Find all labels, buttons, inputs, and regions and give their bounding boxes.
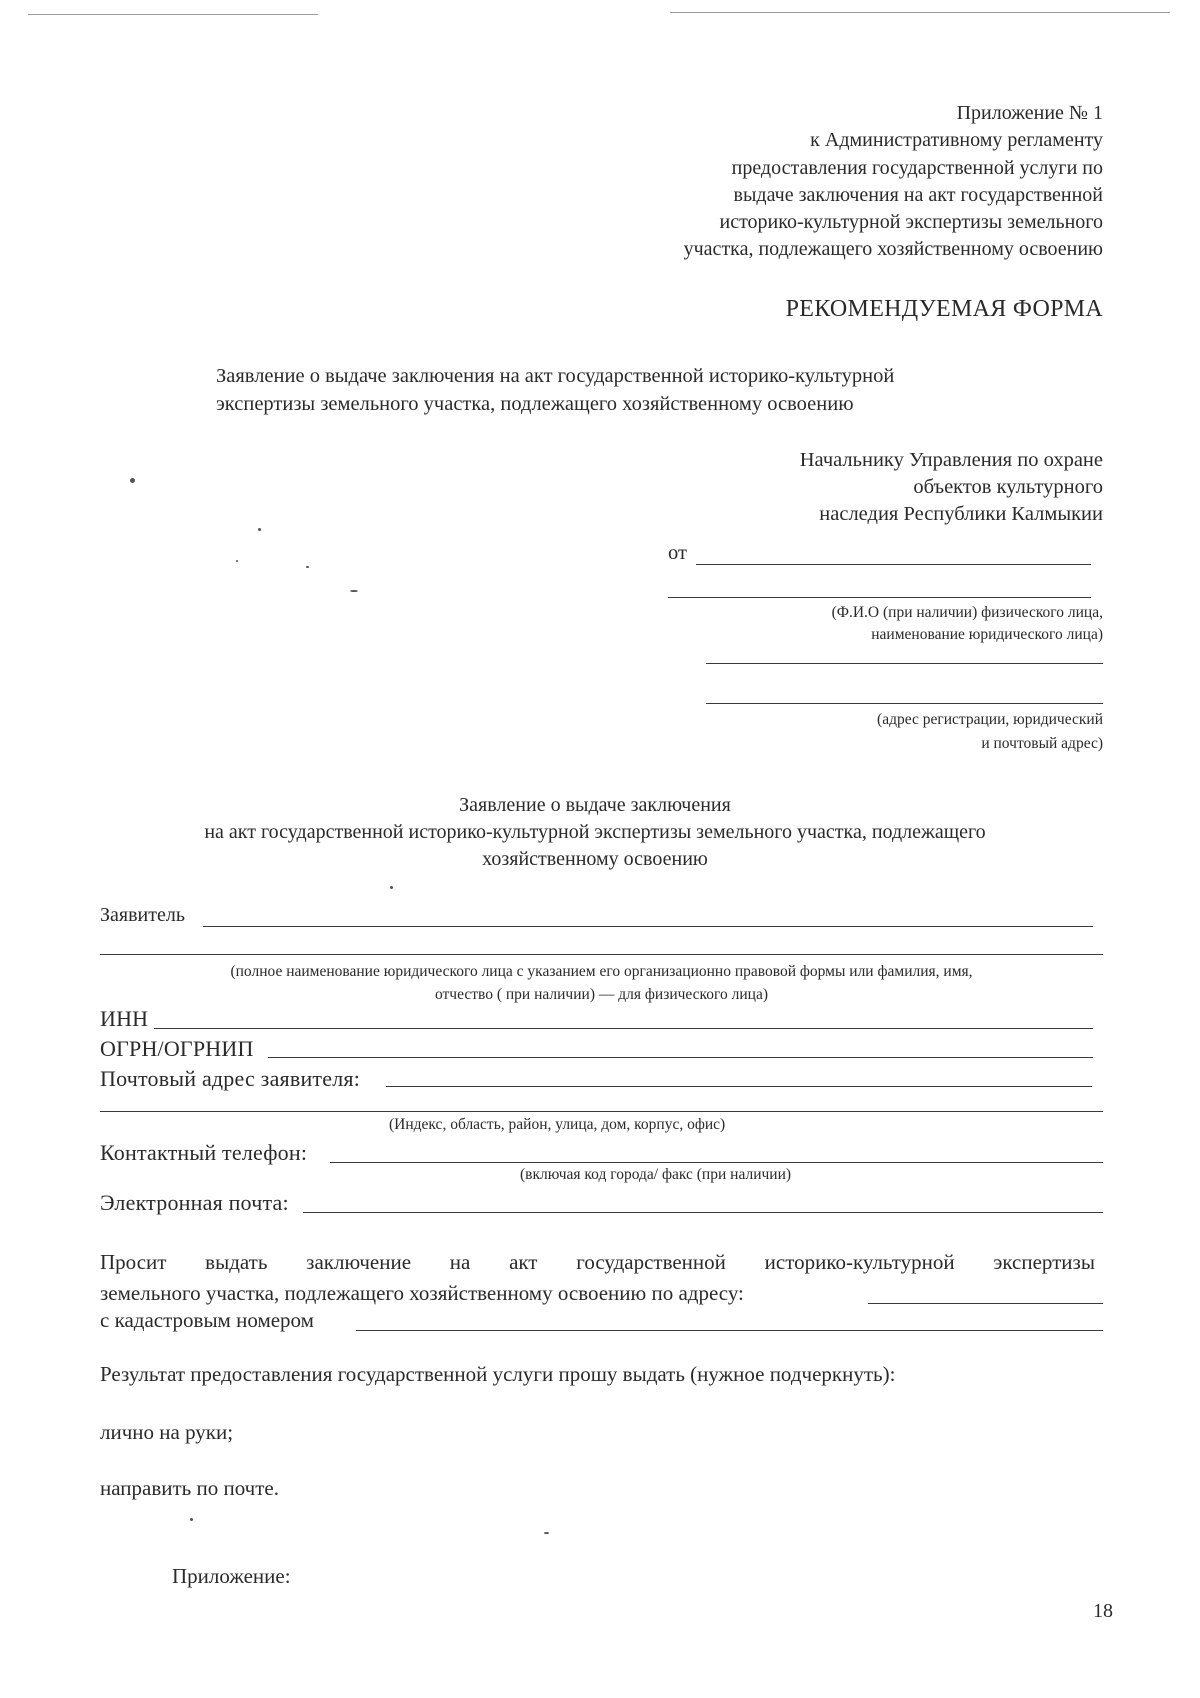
- request-line-1: [100, 1250, 1095, 1275]
- from-name-line[interactable]: [696, 564, 1091, 565]
- request-word: заключение: [306, 1250, 412, 1274]
- postal-address-hint: (Индекс, область, район, улица, дом, корпус, офис): [389, 1116, 726, 1133]
- from-label: от: [668, 542, 687, 564]
- from-name-line-2[interactable]: [668, 597, 1091, 598]
- applicant-label: Заявитель: [100, 904, 185, 926]
- ogrn-line[interactable]: [268, 1057, 1093, 1058]
- postal-address-line[interactable]: [386, 1086, 1092, 1087]
- addressee-line: объектов культурного: [913, 476, 1103, 498]
- address-hint: [877, 708, 1103, 756]
- request-word: историко-культурной: [764, 1250, 955, 1274]
- ogrn-label: ОГРН/ОГРНИП: [100, 1036, 254, 1061]
- result-instruction: Результат предоставления государственной услуги прошу выдать (нужное подчеркнуть):: [100, 1362, 896, 1386]
- annex-line: Приложение № 1: [956, 102, 1103, 124]
- address-hint-line: (адрес регистрации, юридический: [877, 711, 1103, 728]
- attachment-label: Приложение:: [172, 1564, 291, 1588]
- request-word: государственной: [576, 1250, 726, 1274]
- applicant-hint: [100, 960, 1103, 1006]
- email-line[interactable]: [303, 1212, 1103, 1213]
- request-word: Просит: [100, 1250, 167, 1274]
- annex-line: выдаче заключения на акт государственной: [733, 183, 1103, 206]
- addressee-line: Начальнику Управления по охране: [799, 449, 1103, 471]
- inn-line[interactable]: [154, 1028, 1093, 1029]
- annex-block: [543, 100, 1103, 264]
- application-title-line: хозяйственному освоению: [482, 848, 708, 870]
- intro-title-line: Заявление о выдаче заключения на акт государственной историко-культурной: [216, 365, 895, 387]
- applicant-hint-line: (полное наименование юридического лица с указанием его организационно правовой формы или фамилия, имя,: [230, 963, 973, 980]
- scan-speck: [350, 590, 358, 592]
- request-word: акт: [509, 1250, 538, 1274]
- name-hint-line: (Ф.И.О (при наличии) физического лица,: [831, 604, 1103, 621]
- request-line-3: с кадастровым номером: [100, 1308, 314, 1332]
- postal-address-line-2[interactable]: [100, 1111, 1103, 1112]
- applicant-hint-line: отчество ( при наличии) — для физического лица): [434, 986, 769, 1003]
- intro-title: [216, 362, 894, 418]
- annex-line: к Административному регламенту: [810, 129, 1103, 152]
- request-word: на: [449, 1250, 471, 1274]
- application-title-line: Заявление о выдаче заключения: [459, 794, 731, 816]
- inn-label: ИНН: [100, 1006, 149, 1031]
- name-hint: [832, 602, 1103, 646]
- scan-speck: [544, 1532, 549, 1534]
- scan-edge-left: [28, 14, 318, 15]
- result-option-by-mail[interactable]: направить по почте.: [100, 1476, 279, 1500]
- applicant-line-2[interactable]: [100, 954, 1103, 955]
- scan-speck: [258, 528, 261, 531]
- scan-speck: [236, 560, 238, 562]
- annex-line: предоставления государственной услуги по: [731, 156, 1103, 179]
- site-address-line[interactable]: [868, 1303, 1103, 1304]
- scan-edge-right: [670, 12, 1170, 13]
- email-label: Электронная почта:: [100, 1190, 289, 1215]
- addressee-line: наследия Республики Калмыкии: [819, 503, 1103, 525]
- address-line-2[interactable]: [706, 703, 1103, 704]
- phone-hint: (включая код города/ факс (при наличии): [520, 1166, 792, 1183]
- phone-label: Контактный телефон:: [100, 1140, 308, 1165]
- cadastral-number-line[interactable]: [356, 1330, 1103, 1331]
- scan-speck: [130, 478, 135, 483]
- request-line-2: земельного участка, подлежащего хозяйственному освоению по адресу:: [100, 1281, 744, 1305]
- applicant-line[interactable]: [203, 926, 1093, 927]
- intro-title-line: экспертизы земельного участка, подлежащего хозяйственному освоению: [216, 393, 854, 415]
- address-hint-line: и почтовый адрес): [981, 735, 1103, 752]
- annex-line: участка, подлежащего хозяйственному освоению: [683, 238, 1103, 261]
- application-title: [130, 792, 1060, 873]
- application-title-line: на акт государственной историко-культурной экспертизы земельного участка, подлежащего: [204, 821, 986, 843]
- request-word: экспертизы: [993, 1250, 1095, 1274]
- recommended-form-label: РЕКОМЕНДУЕМАЯ ФОРМА: [785, 296, 1103, 322]
- addressee-block: [683, 447, 1103, 528]
- scan-speck: [190, 1518, 193, 1521]
- request-word: выдать: [205, 1250, 268, 1274]
- annex-line: историко-культурной экспертизы земельного: [719, 211, 1103, 234]
- result-option-in-person[interactable]: лично на руки;: [100, 1420, 234, 1444]
- page-number: 18: [1093, 1600, 1113, 1622]
- postal-address-label: Почтовый адрес заявителя:: [100, 1066, 361, 1091]
- scan-speck: [306, 566, 309, 568]
- address-line-1[interactable]: [706, 663, 1103, 664]
- name-hint-line: наименование юридического лица): [871, 626, 1103, 643]
- scan-speck: [390, 886, 393, 889]
- phone-line[interactable]: [330, 1162, 1103, 1163]
